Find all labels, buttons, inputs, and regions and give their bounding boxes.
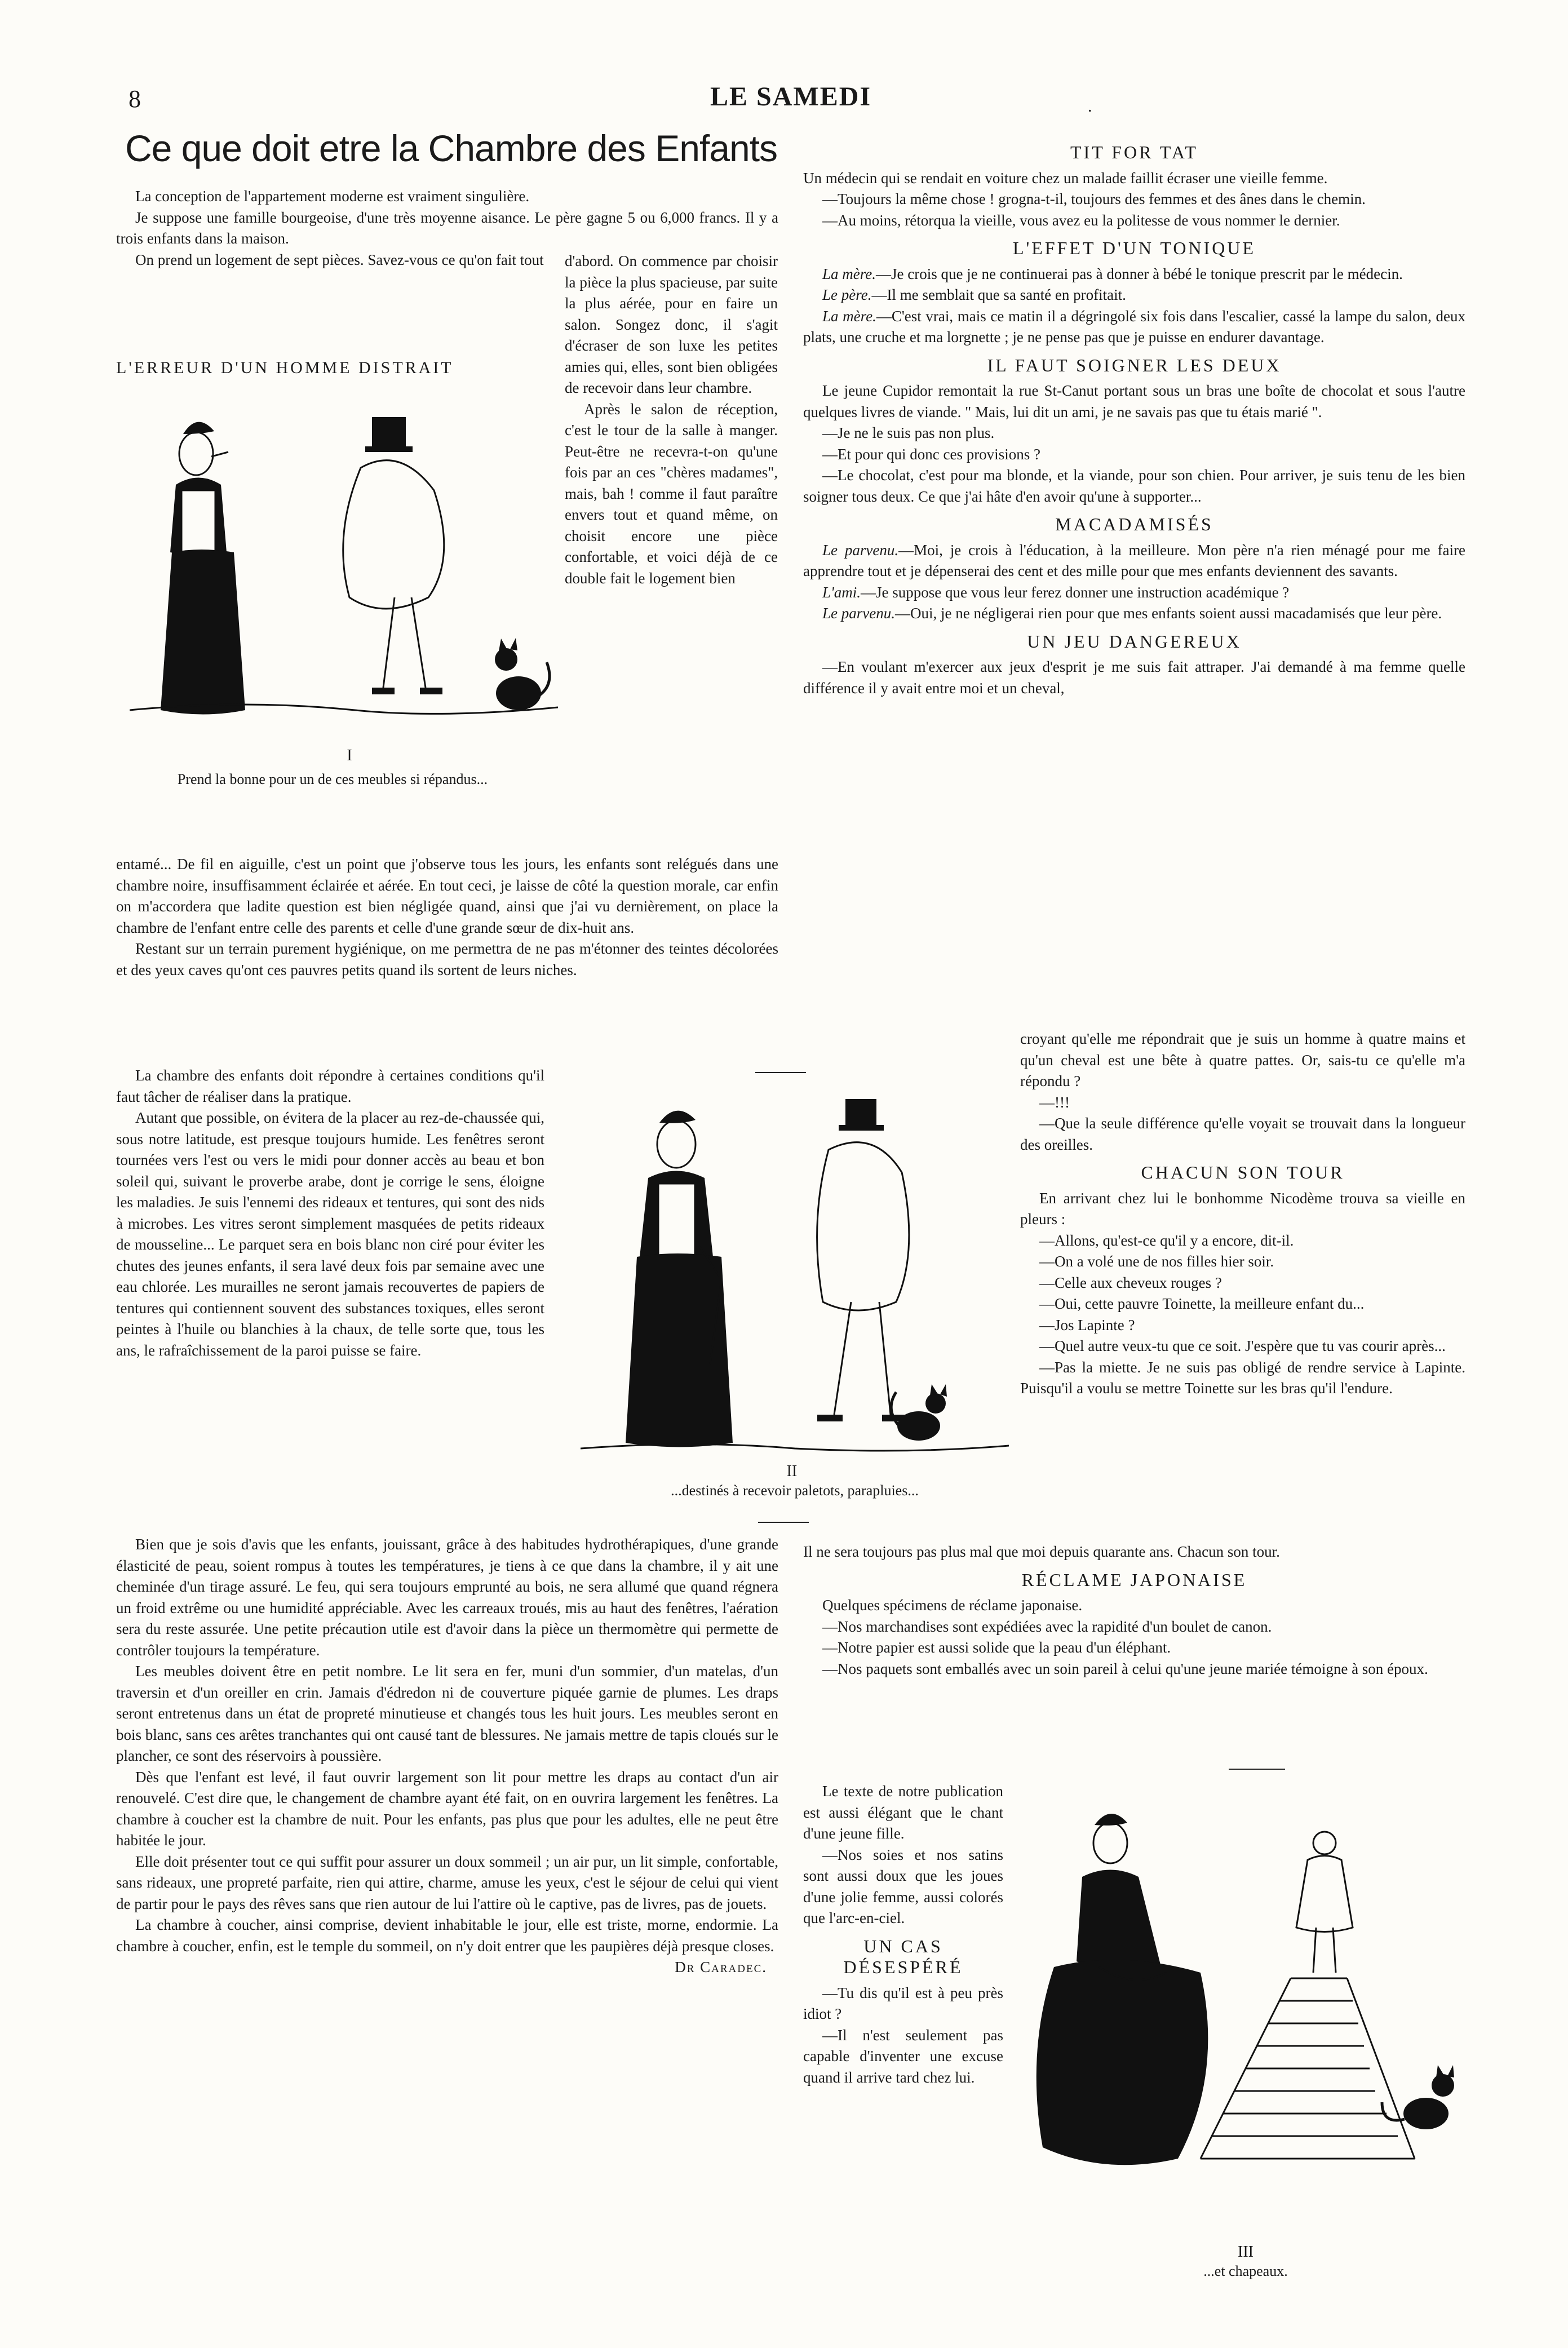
paragraph: —Nos paquets sont emballés avec un soin pareil à celui qu'une jeune mariée témoigne à son époux. [822,1660,1428,1677]
speaker: Le père. [822,286,872,303]
paragraph: —Que la seule différence qu'elle voyait se trouvait dans la longueur des oreilles. [1020,1115,1465,1153]
section-title: MACADAMISÉS [1055,514,1213,534]
figure-1-number: I [347,747,352,764]
paragraph: —Au moins, rétorqua la vieille, vous avez eu la politesse de vous nommer le dernier. [822,211,1340,229]
figure-1-illustration [130,395,558,733]
cat-icon [891,1384,947,1441]
masthead: LE SAMEDI [710,82,872,112]
figure-2-number: II [786,1463,798,1480]
figure-3-caption: ...et chapeaux. [1203,2263,1288,2279]
paragraph: —Celle aux cheveux rouges ? [1039,1274,1222,1291]
right-column-top [803,135,1465,699]
paragraph: Le jeune Cupidor remontait la rue St-Canut portant sous un bras une boîte de chocolat et sous l'autre quelques livres de viande. " Mais, lui dit un ami, je ne savais pas que tu étais marié ". [803,382,1465,420]
stray-dot: . [1088,97,1092,116]
paragraph: Il ne sera toujours pas plus mal que moi depuis quarante ans. Chacun son tour. [803,1543,1280,1560]
speaker: Le parvenu. [822,605,895,622]
speaker: La mère. [822,265,876,282]
right-narrow-column [1020,1029,1465,1399]
section-title: RÉCLAME JAPONAISE [1021,1569,1247,1590]
paragraph: La chambre des enfants doit répondre à certaines conditions qu'il faut tâcher de réaliser dans la pratique. [116,1067,544,1105]
paragraph: Je suppose une famille bourgeoise, d'une très moyenne aisance. Le père gagne 5 ou 6,000 francs. Il y a trois enfants dans la maison. [116,209,778,247]
paragraph: —Je ne le suis pas non plus. [822,424,995,441]
speech: —Il me semblait que sa santé en profitait. [871,286,1126,303]
paragraph: —Nos soies et nos satins sont aussi doux que les joues d'une jolie femme, aussi colorés que l'arc-en-ciel. [803,1846,1003,1926]
divider [755,1072,806,1073]
speech: —C'est vrai, mais ce matin il a dégringolé six fois dans l'escalier, cassé la lampe du salon, deux plats, une cruche et ma lorgnette ; je ne pense pas que je puisse en endurer davantage. [803,307,1465,345]
paragraph: Après le salon de réception, c'est le tour de la salle à manger. Peut-être ne recevra-t-on qu'une fois par an ces "chères madames", mais, bah ! comme il faut paraître envers tout et quand même, on choisit encore une pièce confortable, et voici déjà de ce double fait le logement bien [565,400,778,587]
paragraph: —Notre papier est aussi solide que la peau d'un éléphant. [822,1639,1171,1656]
paragraph: On prend un logement de sept pièces. Savez-vous ce qu'on fait tout [135,251,544,268]
cat-icon [495,638,550,710]
paragraph: Quelques spécimens de réclame japonaise. [822,1597,1083,1614]
figure-3-illustration [1031,1798,1471,2221]
maid-figure [1037,1814,1208,2165]
paragraph: —Et pour qui donc ces provisions ? [822,445,1040,463]
paragraph: —!!! [1039,1093,1070,1111]
paragraph: —Oui, cette pauvre Toinette, la meilleure enfant du... [1039,1295,1365,1312]
signature: Dr Caradec. [675,1959,767,1975]
divider [758,1522,809,1523]
paragraph: —Quel autre veux-tu que ce soit. J'espère que tu vas courir après... [1039,1337,1446,1354]
paragraph: Restant sur un terrain purement hygiénique, on me permettra de ne pas m'étonner des teintes décolorées et des yeux caves qu'ont ces pauvres petits quand ils sortent de leurs niches. [116,940,778,978]
figure-2-illustration [581,1088,1009,1460]
article-narrow-column [565,251,778,589]
paragraph: —Le chocolat, c'est pour ma blonde, et la viande, pour son chien. Pour arriver, je suis tenu de les bien soigner tous deux. Ce que j'ai hâte d'en avoir qu'une à supporter... [803,467,1465,505]
page-number: 8 [129,85,141,113]
section-title: TIT FOR TAT [1070,142,1198,162]
paragraph: croyant qu'elle me répondrait que je suis un homme à quatre mains et qu'un cheval est une bête à quatre pattes. Or, sais-tu ce qu'elle m'a répondu ? [1020,1030,1465,1089]
dialogue-line [803,306,1465,348]
dialogue-line [803,540,1465,582]
article-bottom [116,1534,778,1978]
figure-1-caption: Prend la bonne pour un de ces meubles si répandus... [177,771,488,787]
paragraph: d'abord. On commence par choisir la pièce la plus spacieuse, par suite la plus aérée, pour en faire un salon. Songez donc, il s'agit d'écraser de son luxe les petites amies qui, elles, sont bien obligées de recevoir dans leur chambre. [565,252,778,396]
gentleman-figure [817,1099,909,1421]
article-title: Ce que doit etre la Chambre des Enfants [125,127,778,169]
figure-3-number: III [1238,2243,1253,2261]
right-column-bottom [803,1541,1465,1680]
paragraph: —Allons, qu'est-ce qu'il y a encore, dit-il. [1039,1231,1294,1249]
cat-icon [1382,2065,1454,2129]
maid-figure [626,1111,733,1447]
dialogue-line [803,603,1465,624]
paragraph: Autant que possible, on évitera de la placer au rez-de-chaussée qui, sous notre latitude, est presque toujours humide. Les fenêtres seront tournées vers l'est ou vers le midi pour donner accès au beau et bon soleil qui, suivant le proverbe arabe, dont je corrige le sens, éloigne les maladies. Je suis l'ennemi des rideaux et tentures, qui sont des nids à microbes. Les vitres seront simplement masquées de petits rideaux de mousseline... Le parquet sera en bois blanc non ciré pour éviter les chutes des jeunes enfants, il sera lavé deux fois par semaine avec une eau chlorée. Les murailles ne seront jamais recouvertes de papiers de tentures qui contiennent souvent des substances toxiques, elles seront peintes à l'huile ou blanchies à la chaux, de telle sorte que, tous les ans, le rafraîchissement de la paroi puisse se faire. [116,1109,544,1359]
article-after-figure [116,854,778,981]
speech: —Je crois que je ne continuerai pas à donner à bébé le tonique prescrit par le médecin. [876,265,1403,282]
paragraph: Un médecin qui se rendait en voiture chez un malade faillit écraser une vieille femme. [803,169,1328,187]
paragraph: Les meubles doivent être en petit nombre. Le lit sera en fer, muni d'un sommier, d'un matelas, d'un traversin et d'un oreiller en crin. Jamais d'édredon ni de couverture piquée garnie de plumes. Les draps seront entretenus dans un état de propreté minutieuse et changés tous les huit jours. Les meubles seront en bois blanc, sans ces arêtes tranchantes qui ont causé tant de blessures. Ne jamais mettre de tapis cloués sur le plancher, ce sont des réservoirs à poussière. [116,1663,778,1764]
paragraph: —Il n'est seulement pas capable d'inventer une excuse quand il arrive tard chez lui. [803,2026,1003,2086]
paragraph: —Pas la miette. Je ne suis pas obligé de rendre service à Lapinte. Puisqu'il a voulu se mettre Toinette sur les bras qu'il l'endure. [1020,1358,1465,1397]
paragraph: —Jos Lapinte ? [1039,1316,1135,1334]
paragraph: Bien que je sois d'avis que les enfants, jouissant, grâce à des habitudes hydrothérapiques, d'une grande élasticité de peau, soient rompus à toutes les températures, je tiens à ce que dans la chambre, il y ait une cheminée d'un tirage assuré. Le feu, qui sera toujours emprunté au bois, ne sera allumé que quand régnera un froid extrême ou une humidité appréciable. Avec les carreaux troués, mis au haut des fenêtres, l'aération sera du reste assurée. Une petite précaution utile est d'avoir dans la pièce un thermomètre qui permette de contrôler toujours la température. [116,1536,778,1659]
figure-2-caption: ...destinés à recevoir paletots, parapluies... [671,1482,919,1499]
speech: —Oui, je ne négligerai rien pour que mes enfants soient aussi macadamisés que leur père. [894,605,1442,622]
dialogue-line [803,264,1465,285]
paragraph: —Toujours la même chose ! grogna-t-il, toujours des femmes et des ânes dans le chemin. [822,191,1366,207]
paragraph: En arrivant chez lui le bonhomme Nicodème trouva sa vieille en pleurs : [1020,1189,1465,1228]
divider [1229,1769,1285,1770]
gentleman-figure [343,417,444,694]
section-title: UN JEU DANGEREUX [1027,631,1242,652]
paragraph: Le texte de notre publication est aussi élégant que le chant d'une jeune fille. [803,1783,1003,1842]
paragraph: Elle doit présenter tout ce qui suffit pour assurer un doux sommeil ; un air pur, un lit simple, confortable, sans rideaux, une propreté parfaite, rien qui attire, charme, amuse les yeux, c'est le séjour de celui qui vient de partir pour le pays des rêves sans que rien autour de lui l'attire où le captive, pas de livres, pas de jouets. [116,1853,778,1912]
paragraph: —Tu dis qu'il est à peu près idiot ? [803,1984,1003,2022]
section-title: IL FAUT SOIGNER LES DEUX [987,355,1282,375]
staircase [1201,1978,1415,2159]
paragraph: —On a volé une de nos filles hier soir. [1039,1253,1274,1270]
paragraph: La chambre à coucher, ainsi comprise, devient inhabitable le jour, elle est triste, morne, endormie. La chambre à coucher, enfin, est le temple du sommeil, on n'y doit entrer que les paupières déjà presque closes. [116,1916,778,1955]
speech: —Moi, je crois à l'éducation, à la meilleure. Mon père n'a rien ménagé pour me faire apprendre tout et je dépenserai des cent et des mille pour que mes enfants deviennent des savants. [803,541,1465,579]
child-figure [1296,1832,1353,1973]
speaker: L'ami. [822,583,861,601]
paragraph: entamé... De fil en aiguille, c'est un point que j'observe tous les jours, les enfants sont relégués dans une chambre noire, insuffisamment éclairée et aérée. En tout ceci, je laisse de côté la question morale, car enfin on m'accordera que ladite question est bien négligée quand, ainsi que j'ai vu dernièrement, on place la chambre de l'enfant entre celle des parents et celle d'une grande sœur de dix-huit ans. [116,856,778,936]
figure-1-heading: L'ERREUR D'UN HOMME DISTRAIT [116,358,454,377]
paragraph: —En voulant m'exercer aux jeux d'esprit je me suis fait attraper. J'ai demandé à ma femme quelle différence il y avait entre moi et un cheval, [803,658,1465,697]
article-narrow-column-2 [116,1065,544,1361]
paragraph: Dès que l'enfant est levé, il faut ouvrir largement son lit pour mettre les draps au contact d'un air renouvelé. C'est dire que, le changement de chambre ayant été fait, on en ouvrira largement les fenêtres. La chambre à coucher est la chambre de nuit. Pour les enfants, pas plus que pour les adultes, elle ne peut être habitée le jour. [116,1768,778,1849]
dialogue-line [803,285,1465,306]
paragraph: —Nos marchandises sont expédiées avec la rapidité d'un boulet de canon. [822,1618,1272,1635]
speaker: Le parvenu. [822,541,899,559]
dialogue-line [803,582,1465,604]
section-title: L'EFFET D'UN TONIQUE [1012,238,1256,258]
paragraph: La conception de l'appartement moderne est vraiment singulière. [135,188,530,205]
section-title: UN CAS DÉSESPÉRÉ [843,1935,963,1977]
right-narrow-column-2 [803,1781,1003,2088]
maid-figure [161,422,245,715]
speech: —Je suppose que vous leur ferez donner une instruction académique ? [861,583,1290,601]
section-title: CHACUN SON TOUR [1141,1162,1345,1182]
speaker: La mère. [822,307,876,325]
